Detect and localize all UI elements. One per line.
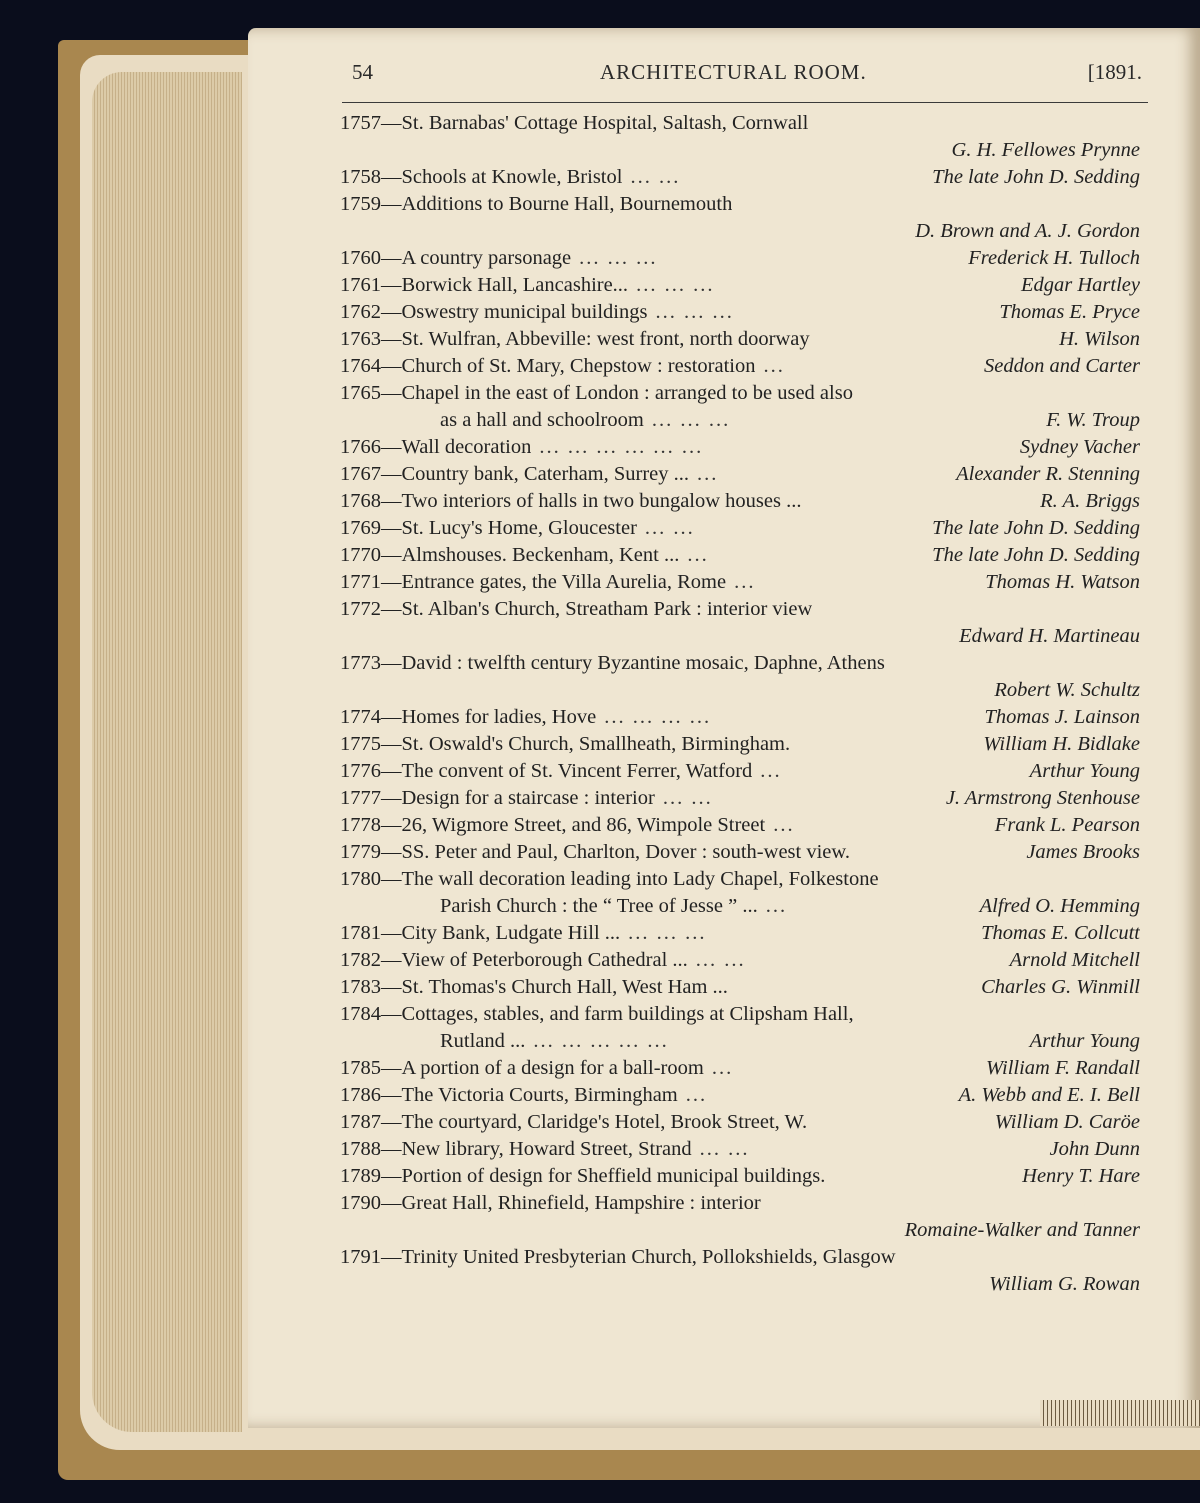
entry-architect: Arnold Mitchell [1009,949,1140,971]
entry-architect: Charles G. Winmill [981,976,1140,998]
entry-description: 1764—Church of St. Mary, Chepstow : restoration [340,355,756,377]
entry-line [340,947,1140,974]
entry-architect: Arthur Young [1029,760,1140,782]
entry-description: 1757—St. Barnabas' Cottage Hospital, Saltash, Cornwall [340,112,809,134]
entry-line [340,569,1140,596]
entry-architect: Edgar Hartley [1021,274,1140,296]
entry-line [340,299,1140,326]
entry-line [340,164,1140,191]
entry-description: 1786—The Victoria Courts, Birmingham [340,1084,678,1106]
entry-description: 1777—Design for a staircase : interior [340,787,655,809]
entry-architect: F. W. Troup [1046,409,1140,431]
entry-description: 1781—City Bank, Ludgate Hill ... [340,922,621,944]
page-edges [92,72,242,1432]
entry-architect: The late John D. Sedding [932,544,1140,566]
dot-leader: ... ... [695,949,746,971]
entry-line [340,272,1140,299]
entry-line [340,353,1140,380]
entry-description: 1780—The wall decoration leading into Lady Chapel, Folkestone [340,868,879,890]
entry-architect: Thomas E. Pryce [999,301,1140,323]
entry-architect: Seddon and Carter [983,355,1140,377]
entry-architect: James Brooks [1026,841,1140,863]
dot-leader: ... ... [644,517,695,539]
entry-description: 1779—SS. Peter and Paul, Charlton, Dover : south-west view. [340,841,850,863]
entry-description: 1783—St. Thomas's Church Hall, West Ham ... [340,976,728,998]
entry-description: 1769—St. Lucy's Home, Gloucester [340,517,637,539]
dot-leader: ... [765,895,788,917]
entry-architect: Alfred O. Hemming [979,895,1140,917]
entry-description: 1776—The convent of St. Vincent Ferrer, Watford [340,760,753,782]
entry-line [340,1136,1140,1163]
dot-leader: ... [734,571,756,593]
entry-description-continued: Parish Church : the “ Tree of Jesse ” ... [440,895,758,917]
entry-line [340,1244,1140,1271]
entry-line [340,758,1140,785]
entry-architect: Arthur Young [1029,1030,1140,1052]
entry-description: 1784—Cottages, stables, and farm buildings at Clipsham Hall, [340,1003,854,1025]
entry-architect-line [340,218,1140,245]
entry-line [340,974,1140,1001]
dot-leader: ... ... ... ... [604,706,712,728]
entry-architect: William H. Bidlake [983,733,1140,755]
entry-description: 1767—Country bank, Caterham, Surrey ... [340,463,690,485]
dot-leader: ... ... ... [579,247,658,269]
entry-line [340,596,1140,623]
entry-architect: Thomas E. Collcutt [981,922,1140,944]
entry-architect: Romaine-Walker and Tanner [904,1219,1140,1241]
header-rule [342,102,1148,103]
page-header [352,60,1142,100]
entry-description: 1778—26, Wigmore Street, and 86, Wimpole Street [340,814,766,836]
entry-line [340,110,1140,137]
entry-architect: R. A. Briggs [1040,490,1140,512]
entry-architect: G. H. Fellowes Prynne [951,139,1140,161]
entry-architect: Alexander R. Stenning [956,463,1140,485]
entry-description: 1759—Additions to Bourne Hall, Bournemouth [340,193,733,215]
entry-architect: Thomas H. Watson [985,571,1140,593]
entry-description: 1782—View of Peterborough Cathedral ... [340,949,688,971]
entry-description: 1787—The courtyard, Claridge's Hotel, Brook Street, W. [340,1111,808,1133]
catalogue-entries [340,110,1140,1298]
entry-line [340,1082,1140,1109]
page-bottom-edges [1040,1400,1200,1426]
dot-leader: ... ... ... [651,409,731,431]
dot-leader [790,731,983,758]
entry-line [340,542,1140,569]
entry-line [340,731,1140,758]
dot-leader [825,1163,1022,1190]
entry-description: 1772—St. Alban's Church, Streatham Park : interior view [340,598,813,620]
entry-architect: Thomas J. Lainson [984,706,1140,728]
dot-leader: ... ... ... ... ... [533,1030,669,1052]
entry-description-continued: as a hall and schoolroom [440,409,644,431]
entry-line [340,812,1140,839]
entry-description: 1791—Trinity United Presbyterian Church, Pollokshields, Glasgow [340,1246,896,1268]
entry-line [340,785,1140,812]
page-year: [1891. [1087,60,1142,84]
entry-continuation [340,1028,1140,1055]
entry-description: 1790—Great Hall, Rhinefield, Hampshire : interior [340,1192,761,1214]
entry-architect: A. Webb and E. I. Bell [958,1084,1140,1106]
entry-description: 1763—St. Wulfran, Abbeville: west front, north doorway [340,328,810,350]
entry-line [340,461,1140,488]
entry-continuation [340,893,1140,920]
entry-line [340,1055,1140,1082]
entry-architect: Sydney Vacher [1019,436,1140,458]
dot-leader [810,326,1059,353]
page-number: 54 [352,60,373,84]
entry-architect: John Dunn [1049,1138,1140,1160]
entry-architect: Frederick H. Tulloch [968,247,1140,269]
entry-architect: Henry T. Hare [1022,1165,1140,1187]
dot-leader: ... ... ... [636,274,715,296]
dot-leader [850,839,1026,866]
entry-architect: The late John D. Sedding [932,517,1140,539]
entry-description: 1775—St. Oswald's Church, Smallheath, Birmingham. [340,733,791,755]
entry-line [340,1109,1140,1136]
entry-architect-line [340,1271,1140,1298]
entry-architect: Edward H. Martineau [959,625,1140,647]
dot-leader: ... [763,355,785,377]
entry-architect: D. Brown and A. J. Gordon [915,220,1140,242]
entry-architect-line [340,623,1140,650]
entry-architect: William D. Caröe [994,1111,1140,1133]
entry-line [340,1190,1140,1217]
dot-leader: ... ... ... [655,301,734,323]
entry-line [340,488,1140,515]
entry-architect: Robert W. Schultz [994,679,1140,701]
entry-line [340,245,1140,272]
entry-architect: The late John D. Sedding [932,166,1140,188]
entry-line [340,920,1140,947]
dot-leader: ... ... ... ... ... ... [539,436,704,458]
entry-architect-line [340,677,1140,704]
entry-description: 1760—A country parsonage [340,247,572,269]
entry-architect: H. Wilson [1059,328,1140,350]
running-title: ARCHITECTURAL ROOM. [600,60,867,84]
dot-leader: ... [711,1057,734,1079]
entry-description: 1766—Wall decoration [340,436,532,458]
entry-line [340,650,1140,677]
dot-leader: ... ... [699,1138,750,1160]
entry-description: 1785—A portion of a design for a ball-room [340,1057,704,1079]
dot-leader: ... [697,463,719,485]
dot-leader [807,1109,995,1136]
entry-line [340,839,1140,866]
entry-architect: William G. Rowan [989,1273,1140,1295]
entry-description: 1770—Almshouses. Beckenham, Kent ... [340,544,680,566]
entry-description: 1762—Oswestry municipal buildings [340,301,648,323]
dot-leader: ... [687,544,709,566]
entry-line [340,380,1140,407]
entry-description: 1774—Homes for ladies, Hove [340,706,597,728]
entry-description: 1768—Two interiors of halls in two bungalow houses ... [340,490,802,512]
entry-line [340,191,1140,218]
dot-leader [801,488,1040,515]
entry-description: 1758—Schools at Knowle, Bristol [340,166,623,188]
entry-line [340,866,1140,893]
entry-continuation [340,407,1140,434]
entry-architect-line [340,137,1140,164]
dot-leader [728,974,981,1001]
entry-architect: William F. Randall [986,1057,1140,1079]
entry-line [340,1001,1140,1028]
entry-architect-line [340,1217,1140,1244]
dot-leader: ... [685,1084,708,1106]
entry-line [340,326,1140,353]
entry-line [340,434,1140,461]
entry-description: 1761—Borwick Hall, Lancashire... [340,274,629,296]
entry-architect: Frank L. Pearson [994,814,1140,836]
dot-leader: ... ... ... [628,922,707,944]
entry-description: 1765—Chapel in the east of London : arranged to be used also [340,382,853,404]
entry-line [340,1163,1140,1190]
entry-line [340,704,1140,731]
dot-leader: ... ... [630,166,681,188]
entry-description: 1788—New library, Howard Street, Strand [340,1138,692,1160]
entry-description: 1789—Portion of design for Sheffield municipal buildings. [340,1165,826,1187]
entry-description: 1771—Entrance gates, the Villa Aurelia, Rome [340,571,727,593]
entry-description-continued: Rutland ... [440,1030,526,1052]
dot-leader: ... ... [662,787,713,809]
entry-architect: J. Armstrong Stenhouse [945,787,1140,809]
entry-line [340,515,1140,542]
dot-leader: ... [760,760,782,782]
entry-description: 1773—David : twelfth century Byzantine mosaic, Daphne, Athens [340,652,885,674]
dot-leader: ... [773,814,795,836]
